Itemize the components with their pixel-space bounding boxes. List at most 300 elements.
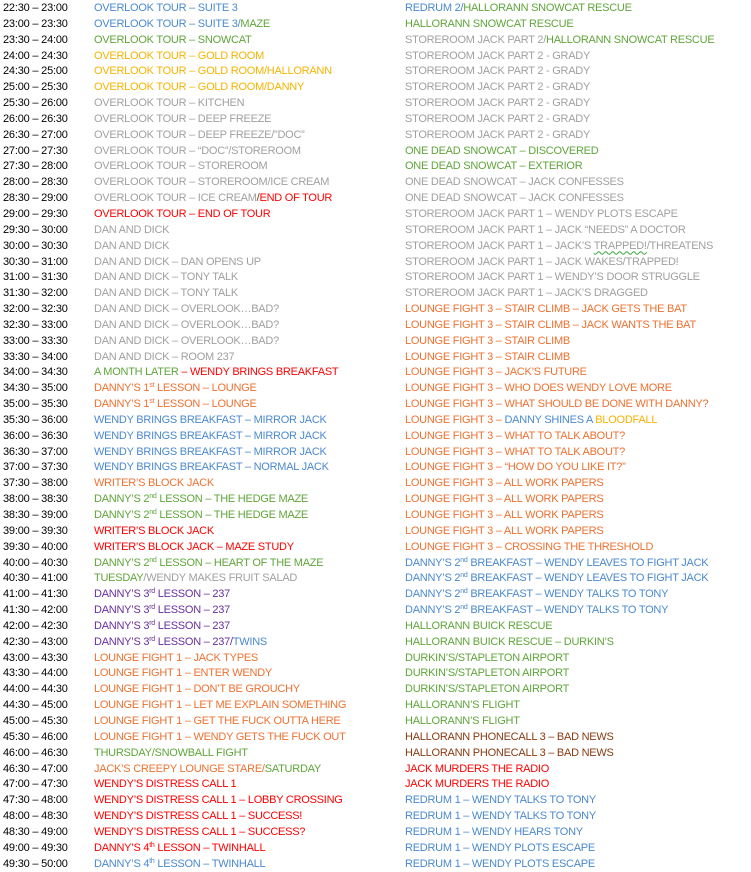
scene-text-segment: STOREROOM JACK PART 1 – WENDY PLOTS ESCAPE	[405, 207, 678, 220]
schedule-row	[0, 587, 751, 603]
right-scene-label	[405, 841, 595, 857]
left-scene-label	[94, 762, 321, 778]
left-scene-label	[94, 334, 279, 350]
left-scene-label	[94, 1, 238, 17]
schedule-row	[0, 429, 751, 445]
scene-text-segment: STOREROOM JACK PART 1 – WENDY’S DOOR STRUGGLE	[405, 271, 700, 284]
scene-text-segment: ONE DEAD SNOWCAT – EXTERIOR	[405, 160, 583, 173]
scene-text-segment: BREAKFAST – WENDY LEAVES TO FIGHT JACK	[467, 556, 709, 569]
right-scene-label	[405, 476, 603, 492]
scene-text-segment: DANNY’S 3	[94, 604, 150, 617]
time-range: 23:30 – 24:00	[3, 33, 68, 46]
schedule-row	[0, 96, 751, 112]
ordinal-suffix: rd	[149, 619, 155, 627]
scene-text-segment: REDRUM 1 – WENDY PLOTS ESCAPE	[405, 857, 595, 870]
time-range: 35:30 – 36:00	[3, 413, 68, 426]
time-range: 42:00 – 42:30	[3, 619, 68, 632]
right-scene-label	[405, 365, 587, 381]
scene-text-segment: WENDY’S DISTRESS CALL 1 – LOBBY CROSSING	[94, 794, 343, 807]
right-scene-label	[405, 80, 590, 96]
scene-text-segment: OVERLOOK TOUR – STOREROOM/ICE CREAM	[94, 176, 330, 189]
time-range: 47:30 – 48:00	[3, 794, 68, 807]
schedule-row	[0, 397, 751, 413]
left-scene-label	[94, 619, 230, 635]
scene-text-segment: DANNY’S 2	[405, 588, 461, 601]
scene-text-segment: DANNY’S 2	[94, 556, 150, 569]
scene-text-segment: LOUNGE FIGHT 3 – STAIR CLIMB – JACK WANTS THE BAT	[405, 318, 696, 331]
time-range: 24:30 – 25:00	[3, 65, 68, 78]
scene-text-segment: OVERLOOK TOUR – DEEP FREEZE/”DOC”	[94, 128, 305, 141]
schedule-row	[0, 17, 751, 33]
scene-text-segment: HALLORANN SNOWCAT RESCUE	[546, 33, 715, 46]
right-scene-label	[405, 350, 570, 366]
scene-text-segment: WRITER’S BLOCK JACK	[94, 477, 214, 490]
time-range: 28:00 – 28:30	[3, 176, 68, 189]
right-scene-label	[405, 793, 596, 809]
time-range: 35:00 – 35:30	[3, 398, 68, 411]
right-scene-label	[405, 64, 590, 80]
scene-text-segment: DANNY’S 4	[94, 841, 150, 854]
scene-text-segment: STOREROOM JACK PART 2 - GRADY	[405, 128, 591, 141]
left-scene-label	[94, 365, 338, 381]
left-scene-label	[94, 286, 238, 302]
left-scene-label	[94, 825, 305, 841]
left-scene-label	[94, 460, 329, 476]
time-range: 45:30 – 46:00	[3, 730, 68, 743]
ordinal-suffix: nd	[460, 572, 468, 580]
left-scene-label	[94, 603, 230, 619]
right-scene-label	[405, 825, 583, 841]
right-scene-label	[405, 239, 713, 255]
scene-text-segment: DAN AND DICK – OVERLOOK…BAD?	[94, 318, 279, 331]
right-scene-label	[405, 397, 708, 413]
schedule-row	[0, 223, 751, 239]
schedule-row	[0, 49, 751, 65]
scene-text-segment: LOUNGE FIGHT 3 – JACK’S FUTURE	[405, 366, 587, 379]
scene-text-segment: OVERLOOK TOUR – GOLD ROOM	[94, 49, 264, 62]
scene-text-segment: LOUNGE FIGHT 3 – ALL WORK PAPERS	[405, 477, 604, 490]
scene-text-segment: ONE DEAD SNOWCAT – JACK CONFESSES	[405, 176, 624, 189]
time-range: 31:00 – 31:30	[3, 271, 68, 284]
scene-text-segment: /WENDY MAKES FRUIT SALAD	[143, 572, 298, 585]
time-range: 39:00 – 39:30	[3, 524, 68, 537]
left-scene-label	[94, 698, 346, 714]
time-range: 33:30 – 34:00	[3, 350, 68, 363]
time-range: 26:00 – 26:30	[3, 112, 68, 125]
schedule-row	[0, 191, 751, 207]
schedule-row	[0, 682, 751, 698]
scene-text-segment: LESSON – 237	[154, 588, 230, 601]
time-range: 44:30 – 45:00	[3, 699, 68, 712]
left-scene-label	[94, 571, 297, 587]
scene-text-segment: WENDY BRINGS BREAKFAST – MIRROR JACK	[94, 445, 327, 458]
scene-text-segment: LESSON – LOUNGE	[154, 398, 257, 411]
schedule-row	[0, 651, 751, 667]
right-scene-label	[405, 223, 686, 239]
scene-text-segment: STOREROOM JACK PART 1 – JACK’S	[405, 239, 594, 252]
left-scene-label	[94, 96, 244, 112]
schedule-row	[0, 302, 751, 318]
left-scene-label	[94, 350, 234, 366]
scene-text-segment: DANNY’S 1	[94, 398, 150, 411]
left-scene-label	[94, 112, 271, 128]
time-range: 25:00 – 25:30	[3, 81, 68, 94]
scene-text-segment: JACK MURDERS THE RADIO	[405, 778, 550, 791]
scene-text-segment: DAN AND DICK – OVERLOOK…BAD?	[94, 334, 279, 347]
scene-text-segment: OVERLOOK TOUR – GOLD ROOM/DANNY	[94, 81, 305, 94]
schedule-row	[0, 460, 751, 476]
schedule-row	[0, 270, 751, 286]
scene-text-segment: HALLORANN BUICK RESCUE – DURKIN’S	[405, 635, 614, 648]
right-scene-label	[405, 445, 625, 461]
right-scene-label	[405, 619, 552, 635]
left-scene-label	[94, 381, 257, 397]
left-scene-label	[94, 635, 267, 651]
scene-text-segment: OVERLOOK TOUR – SUITE 3/	[94, 17, 241, 30]
schedule-document	[0, 1, 751, 872]
schedule-row	[0, 793, 751, 809]
scene-text-segment: STOREROOM JACK PART 2 - GRADY	[405, 65, 591, 78]
scene-text-segment: REDRUM 1 – WENDY PLOTS ESCAPE	[405, 841, 595, 854]
time-range: 34:30 – 35:00	[3, 382, 68, 395]
left-scene-label	[94, 49, 264, 65]
scene-text-segment: LOUNGE FIGHT 1 – JACK TYPES	[94, 651, 259, 664]
schedule-row	[0, 80, 751, 96]
right-scene-label	[405, 746, 614, 762]
time-range: 23:00 – 23:30	[3, 17, 68, 30]
scene-text-segment: LESSON – HEART OF THE MAZE	[156, 556, 324, 569]
ordinal-suffix: rd	[149, 604, 155, 612]
left-scene-label	[94, 556, 323, 572]
left-scene-label	[94, 159, 267, 175]
scene-text-segment: BREAKFAST – WENDY TALKS TO TONY	[467, 604, 669, 617]
right-scene-label	[405, 33, 714, 49]
time-range: 25:30 – 26:00	[3, 97, 68, 110]
time-range: 38:30 – 39:00	[3, 509, 68, 521]
schedule-row	[0, 207, 751, 223]
ordinal-suffix: rd	[149, 635, 155, 643]
scene-text-segment: DAN AND DICK – OVERLOOK…BAD?	[94, 303, 279, 316]
right-scene-label	[405, 255, 678, 271]
right-scene-label	[405, 603, 668, 619]
schedule-row	[0, 540, 751, 556]
left-scene-label	[94, 223, 169, 239]
schedule-row	[0, 698, 751, 714]
left-scene-label	[94, 841, 265, 857]
right-scene-label	[405, 49, 590, 65]
time-range: 46:00 – 46:30	[3, 746, 68, 759]
scene-text-segment: LOUNGE FIGHT 3 – ALL WORK PAPERS	[405, 493, 604, 506]
scene-text-segment: STOREROOM JACK PART 2 - GRADY	[405, 81, 591, 94]
schedule-row	[0, 334, 751, 350]
scene-text-segment: LOUNGE FIGHT 3 – STAIR CLIMB – JACK GETS THE BAT	[405, 303, 687, 316]
scene-text-segment: WENDY BRINGS BREAKFAST – NORMAL JACK	[94, 461, 329, 474]
right-scene-label	[405, 556, 708, 572]
right-scene-label	[405, 508, 603, 524]
left-scene-label	[94, 429, 327, 445]
ordinal-suffix: nd	[149, 556, 157, 564]
schedule-row	[0, 128, 751, 144]
right-scene-label	[405, 270, 700, 286]
schedule-row	[0, 492, 751, 508]
schedule-row	[0, 255, 751, 271]
time-range: 39:30 – 40:00	[3, 540, 68, 553]
schedule-row	[0, 239, 751, 255]
scene-text-segment: DURKIN’S/STAPLETON AIRPORT	[405, 667, 570, 680]
scene-text-segment: WENDY’S DISTRESS CALL 1	[94, 778, 237, 791]
right-scene-label	[405, 698, 520, 714]
scene-text-segment: DANNY’S 4	[94, 857, 150, 870]
right-scene-label	[405, 540, 653, 556]
left-scene-label	[94, 857, 265, 872]
schedule-row	[0, 381, 751, 397]
scene-text-segment: OVERLOOK TOUR – STOREROOM	[94, 160, 268, 173]
ordinal-suffix: nd	[149, 509, 157, 516]
left-scene-label	[94, 777, 236, 793]
time-range: 48:00 – 48:30	[3, 810, 68, 823]
scene-text-segment: DAN AND DICK – TONY TALK	[94, 271, 238, 284]
scene-text-segment: HALLORANN SNOWCAT RESCUE	[405, 17, 574, 30]
time-range: 27:30 – 28:00	[3, 160, 68, 173]
scene-text-segment: TRAPPED!	[593, 239, 647, 252]
left-scene-label	[94, 191, 332, 207]
scene-text-segment: REDRUM 2/	[405, 2, 464, 14]
time-range: 43:30 – 44:00	[3, 667, 68, 680]
ordinal-suffix: st	[149, 382, 155, 390]
scene-text-segment: BLOODFALL	[595, 413, 658, 426]
schedule-row	[0, 445, 751, 461]
time-range: 36:00 – 36:30	[3, 429, 68, 442]
right-scene-label	[405, 777, 549, 793]
time-range: 32:30 – 33:00	[3, 318, 68, 331]
left-scene-label	[94, 524, 214, 540]
scene-text-segment: LOUNGE FIGHT 1 – DON’T BE GROUCHY	[94, 683, 300, 696]
scene-text-segment: DAN AND DICK – TONY TALK	[94, 287, 238, 300]
scene-text-segment: /THREATENS	[646, 239, 714, 252]
scene-text-segment: LOUNGE FIGHT 1 – ENTER WENDY	[94, 667, 272, 680]
left-scene-label	[94, 476, 214, 492]
left-scene-label	[94, 809, 302, 825]
scene-text-segment: DANNY’S 3	[94, 619, 150, 632]
right-scene-label	[405, 714, 520, 730]
schedule-row	[0, 524, 751, 540]
scene-text-segment: WENDY BRINGS BREAKFAST – MIRROR JACK	[94, 413, 327, 426]
right-scene-label	[405, 17, 573, 33]
schedule-row	[0, 730, 751, 746]
scene-text-segment: LOUNGE FIGHT 3 – ALL WORK PAPERS	[405, 509, 604, 521]
time-range: 34:00 – 34:30	[3, 366, 68, 379]
time-range: 22:30 – 23:00	[3, 2, 68, 14]
scene-text-segment: LOUNGE FIGHT 3 – WHO DOES WENDY LOVE MORE	[405, 382, 672, 395]
scene-text-segment: LOUNGE FIGHT 3 – WHAT TO TALK ABOUT?	[405, 429, 626, 442]
scene-text-segment: DAN AND DICK	[94, 239, 170, 252]
left-scene-label	[94, 587, 230, 603]
time-range: 26:30 – 27:00	[3, 128, 68, 141]
left-scene-label	[94, 64, 332, 80]
right-scene-label	[405, 175, 624, 191]
right-scene-label	[405, 524, 603, 540]
schedule-row	[0, 64, 751, 80]
ordinal-suffix: nd	[149, 493, 157, 501]
scene-text-segment: LOUNGE FIGHT 3 – CROSSING THE THRESHOLD	[405, 540, 654, 553]
schedule-row	[0, 809, 751, 825]
right-scene-label	[405, 144, 598, 160]
scene-text-segment: DAN AND DICK – DAN OPENS UP	[94, 255, 261, 268]
scene-text-segment: STOREROOM JACK PART 1 – JACK’S DRAGGED	[405, 287, 648, 300]
left-scene-label	[94, 413, 327, 429]
right-scene-label	[405, 651, 569, 667]
time-range: 46:30 – 47:00	[3, 762, 68, 775]
time-range: 37:00 – 37:30	[3, 461, 68, 474]
time-range: 29:00 – 29:30	[3, 207, 68, 220]
scene-text-segment: DANNY’S 2	[94, 509, 150, 521]
right-scene-label	[405, 207, 678, 223]
scene-text-segment: WENDY BRINGS BREAKFAST – MIRROR JACK	[94, 429, 327, 442]
scene-text-segment: STOREROOM JACK PART 1 – JACK “NEEDS” A DOCTOR	[405, 223, 686, 236]
left-scene-label	[94, 508, 308, 524]
scene-text-segment: LESSON – THE HEDGE MAZE	[156, 493, 309, 506]
scene-text-segment: WENDY’S DISTRESS CALL 1 – SUCCESS!	[94, 810, 303, 823]
scene-text-segment: LESSON – TWINHALL	[154, 841, 266, 854]
right-scene-label	[405, 635, 614, 651]
scene-text-segment: STOREROOM JACK PART 2 - GRADY	[405, 49, 591, 62]
time-range: 41:00 – 41:30	[3, 588, 68, 601]
schedule-row	[0, 619, 751, 635]
scene-text-segment: STOREROOM JACK PART 1 – JACK WAKES/TRAPPED!	[405, 255, 679, 268]
left-scene-label	[94, 730, 346, 746]
left-scene-label	[94, 746, 248, 762]
right-scene-label	[405, 571, 708, 587]
scene-text-segment: REDRUM 1 – WENDY HEARS TONY	[405, 825, 583, 838]
scene-text-segment: ONE DEAD SNOWCAT – DISCOVERED	[405, 144, 599, 157]
time-range: 37:30 – 38:00	[3, 477, 68, 490]
schedule-row	[0, 144, 751, 160]
time-range: 49:30 – 50:00	[3, 857, 68, 870]
ordinal-suffix: th	[149, 857, 155, 865]
scene-text-segment: DAN AND DICK – ROOM 237	[94, 350, 235, 363]
scene-text-segment: HALLORANN’S FLIGHT	[405, 714, 520, 727]
left-scene-label	[94, 80, 304, 96]
left-scene-label	[94, 255, 261, 271]
schedule-row	[0, 666, 751, 682]
schedule-row	[0, 365, 751, 381]
scene-text-segment: DANNY SHINES A	[504, 413, 596, 426]
scene-text-segment: THURSDAY/SNOWBALL FIGHT	[94, 746, 248, 759]
time-range: 27:00 – 27:30	[3, 144, 68, 157]
scene-text-segment: STOREROOM JACK PART 2 - GRADY	[405, 97, 591, 110]
scene-text-segment: OVERLOOK TOUR – SNOWCAT	[94, 33, 252, 46]
time-range: 40:30 – 41:00	[3, 572, 68, 585]
schedule-row	[0, 1, 751, 17]
schedule-row	[0, 159, 751, 175]
ordinal-suffix: rd	[149, 588, 155, 596]
time-range: 47:00 – 47:30	[3, 778, 68, 791]
scene-text-segment: LESSON – THE HEDGE MAZE	[156, 509, 309, 521]
left-scene-label	[94, 17, 270, 33]
scene-text-segment: LOUNGE FIGHT 1 – WENDY GETS THE FUCK OUT	[94, 730, 346, 743]
time-range: 30:00 – 30:30	[3, 239, 68, 252]
left-scene-label	[94, 318, 279, 334]
schedule-row	[0, 318, 751, 334]
schedule-row	[0, 857, 751, 872]
left-scene-label	[94, 144, 301, 160]
time-range: 41:30 – 42:00	[3, 604, 68, 617]
scene-text-segment: LESSON – 237/	[154, 635, 233, 648]
left-scene-label	[94, 397, 257, 413]
schedule-row	[0, 112, 751, 128]
schedule-row	[0, 825, 751, 841]
scene-text-segment: DANNY’S 3	[94, 588, 150, 601]
scene-text-segment: DANNY’S 3	[94, 635, 150, 648]
right-scene-label	[405, 587, 668, 603]
scene-text-segment: LOUNGE FIGHT 3 –	[405, 413, 505, 426]
left-scene-label	[94, 239, 169, 255]
scene-text-segment: LOUNGE FIGHT 3 – “HOW DO YOU LIKE IT?”	[405, 461, 626, 474]
scene-text-segment: OVERLOOK TOUR – KITCHEN	[94, 97, 245, 110]
right-scene-label	[405, 302, 687, 318]
scene-text-segment: DANNY’S 2	[405, 556, 461, 569]
scene-text-segment: LOUNGE FIGHT 3 – ALL WORK PAPERS	[405, 524, 604, 537]
right-scene-label	[405, 318, 696, 334]
scene-text-segment: TWINS	[232, 635, 267, 648]
time-range: 44:00 – 44:30	[3, 683, 68, 696]
schedule-row	[0, 635, 751, 651]
right-scene-label	[405, 492, 603, 508]
scene-text-segment: /	[256, 192, 260, 205]
left-scene-label	[94, 666, 272, 682]
schedule-row	[0, 841, 751, 857]
left-scene-label	[94, 793, 343, 809]
scene-text-segment: WENDY’S DISTRESS CALL 1 – SUCCESS?	[94, 825, 306, 838]
time-range: 33:00 – 33:30	[3, 334, 68, 347]
scene-text-segment: HALLORANN SNOWCAT RESCUE	[463, 2, 632, 14]
scene-text-segment: LOUNGE FIGHT 3 – WHAT TO TALK ABOUT?	[405, 445, 626, 458]
time-range: 24:00 – 24:30	[3, 49, 68, 62]
right-scene-label	[405, 1, 632, 17]
left-scene-label	[94, 492, 308, 508]
schedule-row	[0, 508, 751, 524]
scene-text-segment: LOUNGE FIGHT 1 – GET THE FUCK OUTTA HERE	[94, 714, 341, 727]
right-scene-label	[405, 191, 624, 207]
right-scene-label	[405, 682, 569, 698]
ordinal-suffix: th	[149, 841, 155, 849]
scene-text-segment: OVERLOOK TOUR – END OF TOUR	[94, 207, 271, 220]
time-range: 45:00 – 45:30	[3, 714, 68, 727]
left-scene-label	[94, 445, 327, 461]
scene-text-segment: STOREROOM JACK PART 2 - GRADY	[405, 112, 591, 125]
right-scene-label	[405, 286, 648, 302]
scene-text-segment: END OF TOUR	[259, 192, 333, 205]
scene-text-segment: OVERLOOK TOUR – “DOC”/STOREROOM	[94, 144, 301, 157]
ordinal-suffix: nd	[460, 604, 468, 612]
right-scene-label	[405, 381, 672, 397]
scene-text-segment: JACK’S CREEPY LOUNGE STARE/	[94, 762, 265, 775]
scene-text-segment: A MONTH LATER	[94, 366, 179, 379]
left-scene-label	[94, 302, 279, 318]
scene-text-segment: – WENDY BRINGS BREAKFAST	[178, 366, 339, 379]
ordinal-suffix: st	[149, 398, 155, 406]
schedule-row	[0, 175, 751, 191]
scene-text-segment: LOUNGE FIGHT 3 – WHAT SHOULD BE DONE WITH DANNY?	[405, 398, 709, 411]
scene-text-segment: DANNY’S 1	[94, 382, 150, 395]
scene-text-segment: JACK MURDERS THE RADIO	[405, 762, 550, 775]
scene-text-segment: HALLORANN PHONECALL 3 – BAD NEWS	[405, 730, 614, 743]
schedule-row	[0, 413, 751, 429]
schedule-row	[0, 350, 751, 366]
scene-text-segment: LESSON – LOUNGE	[154, 382, 257, 395]
right-scene-label	[405, 159, 582, 175]
scene-text-segment: DANNY’S 2	[94, 493, 150, 506]
